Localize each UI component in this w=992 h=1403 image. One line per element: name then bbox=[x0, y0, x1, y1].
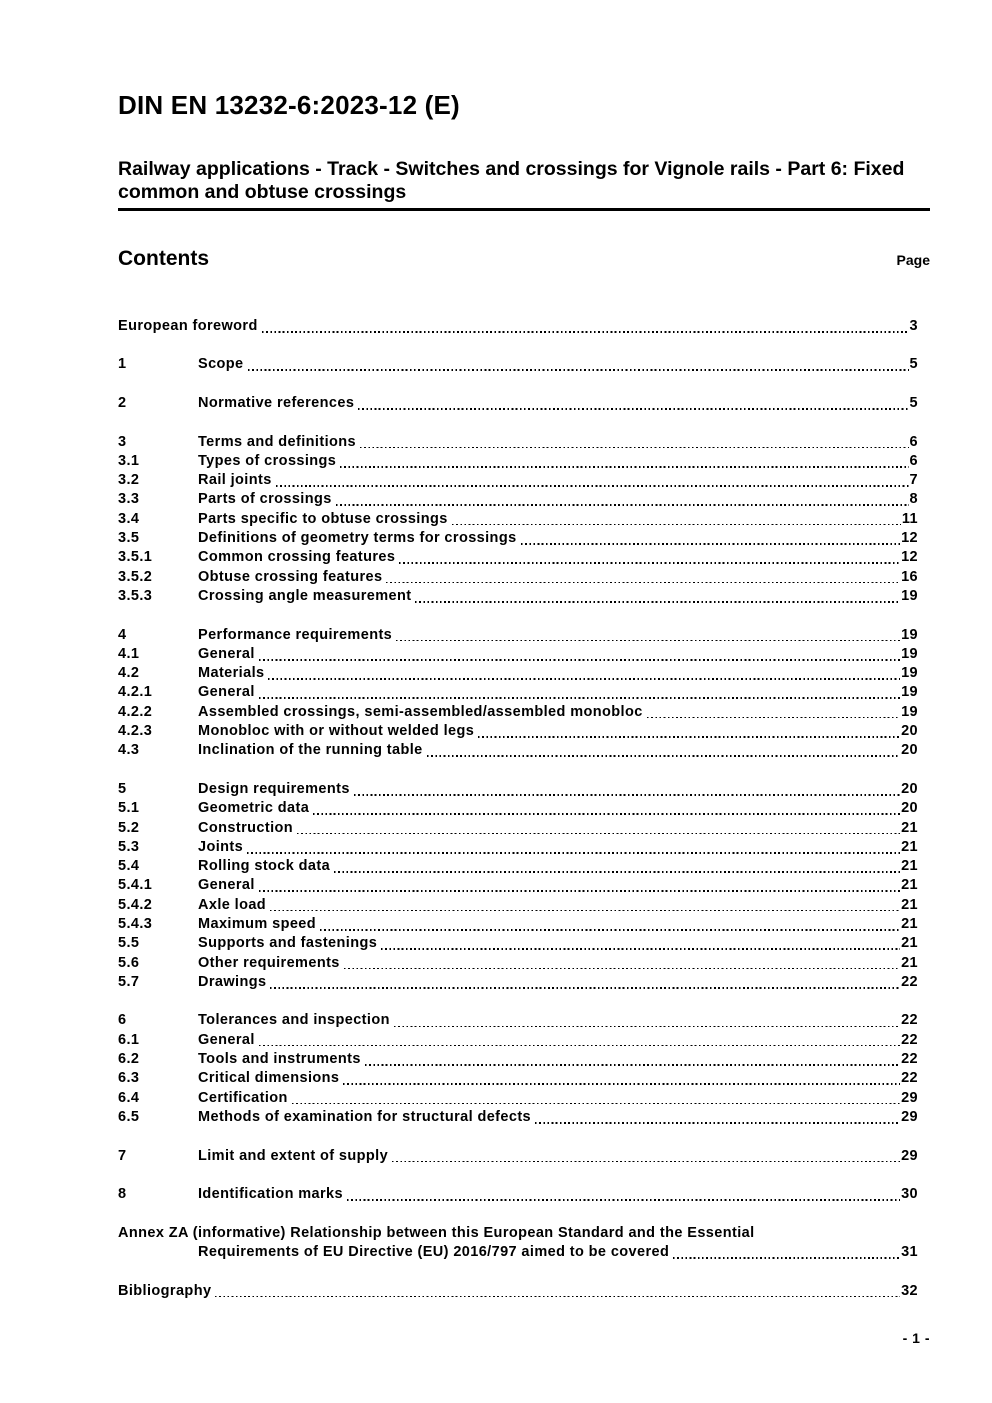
contents-header bbox=[118, 247, 930, 271]
toc-leader-dots bbox=[276, 485, 909, 487]
toc-leader-dots bbox=[347, 1199, 900, 1201]
toc-entry-number: 6.1 bbox=[118, 1031, 140, 1048]
toc-entry-page: 31 bbox=[901, 1244, 918, 1261]
toc-entry-title: Axle load bbox=[198, 896, 267, 913]
toc-leader-dots bbox=[452, 524, 901, 526]
toc-entry bbox=[118, 664, 930, 683]
toc-leader-dots bbox=[365, 1064, 900, 1066]
toc-entry-number: 6.5 bbox=[118, 1108, 140, 1125]
toc-leader-dots bbox=[394, 1026, 900, 1028]
toc-entry bbox=[118, 510, 930, 529]
toc-entry-number: 6.3 bbox=[118, 1070, 140, 1087]
toc-entry bbox=[118, 1147, 930, 1166]
toc-entry bbox=[118, 587, 930, 606]
toc-entry-number: 3.5.3 bbox=[118, 587, 153, 604]
toc-entry-number: 5.5 bbox=[118, 935, 140, 952]
toc-leader-dots bbox=[478, 736, 900, 738]
toc-entry-page: 5 bbox=[909, 356, 918, 373]
toc-entry-title: Bibliography bbox=[118, 1282, 212, 1299]
toc-entry-page: 19 bbox=[901, 703, 918, 720]
toc-entry bbox=[118, 1108, 930, 1127]
toc-leader-dots bbox=[358, 408, 908, 410]
toc-entry bbox=[118, 1031, 930, 1050]
toc-entry-page: 6 bbox=[909, 452, 918, 469]
toc-entry-title: Geometric data bbox=[198, 800, 310, 817]
toc-entry-number: 2 bbox=[118, 394, 127, 411]
toc-entry-page: 3 bbox=[909, 317, 918, 334]
toc-entry bbox=[118, 722, 930, 741]
document-title: Railway applications - Track - Switches and crossings for Vignole rails - Part 6: Fixed common and obtuse crossings bbox=[118, 158, 905, 203]
toc-entry-title: Rolling stock data bbox=[198, 858, 331, 875]
toc-entry-page: 21 bbox=[901, 877, 918, 894]
toc-entry-page: 21 bbox=[901, 858, 918, 875]
toc-entry-title: General bbox=[198, 645, 255, 662]
toc-entry bbox=[118, 683, 930, 702]
toc-entry bbox=[118, 876, 930, 895]
toc-entry-page: 5 bbox=[909, 394, 918, 411]
toc-entry-number: 3.5.2 bbox=[118, 568, 153, 585]
toc-entry-number: 8 bbox=[118, 1186, 127, 1203]
toc-entry bbox=[118, 1050, 930, 1069]
toc-entry bbox=[118, 1011, 930, 1030]
toc-leader-dots bbox=[268, 678, 900, 680]
toc-entry-title: Types of crossings bbox=[198, 452, 337, 469]
toc-leader-dots bbox=[262, 331, 909, 333]
toc-entry-page: 12 bbox=[901, 549, 918, 566]
toc-entry bbox=[118, 471, 930, 490]
toc-entry bbox=[118, 819, 930, 838]
toc-entry-number: 4.3 bbox=[118, 742, 140, 759]
toc-entry bbox=[118, 799, 930, 818]
toc-entry-page: 22 bbox=[901, 1031, 918, 1048]
toc-entry-page: 7 bbox=[909, 472, 918, 489]
toc-leader-dots bbox=[334, 871, 900, 873]
toc-entry bbox=[118, 703, 930, 722]
toc-entry-page: 19 bbox=[901, 626, 918, 643]
toc-entry bbox=[118, 934, 930, 953]
toc-entry-title: Limit and extent of supply bbox=[198, 1147, 389, 1164]
toc-entry-page: 20 bbox=[901, 742, 918, 759]
toc-leader-dots bbox=[427, 755, 900, 757]
toc-entry-number: 4.2 bbox=[118, 665, 140, 682]
toc-entry-title: Critical dimensions bbox=[198, 1070, 340, 1087]
toc-entry-title: Inclination of the running table bbox=[198, 742, 423, 759]
toc-entry bbox=[118, 452, 930, 471]
toc-entry bbox=[118, 548, 930, 567]
toc-entry-number: 6.2 bbox=[118, 1051, 140, 1068]
toc-leader-dots bbox=[396, 640, 900, 642]
toc-group bbox=[118, 1224, 930, 1263]
toc-entry-number: 5.7 bbox=[118, 973, 140, 990]
toc-entry-title: Monobloc with or without welded legs bbox=[198, 723, 475, 740]
toc-entry bbox=[118, 568, 930, 587]
toc-entry-title: Identification marks bbox=[198, 1186, 343, 1203]
toc-entry-title: Normative references bbox=[198, 394, 355, 411]
toc-entry-page: 19 bbox=[901, 645, 918, 662]
toc-leader-dots bbox=[215, 1296, 900, 1298]
toc-entry-number: 7 bbox=[118, 1147, 127, 1164]
toc-group bbox=[118, 1011, 930, 1127]
toc-group bbox=[118, 1282, 930, 1301]
toc-entry bbox=[118, 1282, 930, 1301]
toc-entry-number: 5.4.3 bbox=[118, 916, 153, 932]
toc-entry-title: Definitions of geometry terms for crossings bbox=[198, 530, 517, 547]
toc-entry-continuation bbox=[118, 1243, 930, 1262]
toc-entry-title: Obtuse crossing features bbox=[198, 568, 383, 585]
toc-entry-title: Requirements of EU Directive (EU) 2016/797 aimed to be covered bbox=[198, 1244, 670, 1261]
toc-leader-dots bbox=[259, 697, 900, 699]
toc-entry-page: 19 bbox=[901, 665, 918, 682]
toc-entry-page: 21 bbox=[901, 935, 918, 952]
toc-entry-page: 21 bbox=[901, 838, 918, 855]
header-rule bbox=[118, 208, 930, 211]
toc-group bbox=[118, 433, 930, 607]
toc-entry-title: Annex ZA (informative) Relationship between this European Standard and the Essential bbox=[118, 1224, 755, 1241]
toc-group bbox=[118, 780, 930, 992]
toc-leader-dots bbox=[320, 929, 900, 931]
toc-entry bbox=[118, 394, 930, 413]
toc-entry-page: 16 bbox=[901, 568, 918, 585]
toc-entry-page: 30 bbox=[901, 1186, 918, 1203]
toc-leader-dots bbox=[313, 813, 900, 815]
toc-entry-title: Certification bbox=[198, 1089, 288, 1106]
toc-entry-number: 4 bbox=[118, 626, 127, 643]
toc-entry-title: Assembled crossings, semi-assembled/assembled monobloc bbox=[198, 703, 643, 720]
toc-entry-number: 4.2.3 bbox=[118, 723, 153, 740]
contents-heading: Contents bbox=[118, 246, 209, 270]
toc-entry-title: Materials bbox=[198, 665, 265, 682]
toc-entry-page: 8 bbox=[909, 491, 918, 508]
toc-leader-dots bbox=[259, 890, 900, 892]
toc-entry-number: 5.1 bbox=[118, 800, 140, 817]
toc-entry-number: 3.3 bbox=[118, 491, 140, 508]
toc-leader-dots bbox=[297, 833, 900, 835]
toc-entry bbox=[118, 355, 930, 374]
toc-entry-title: Maximum speed bbox=[198, 916, 317, 932]
toc-entry-title: Tolerances and inspection bbox=[198, 1012, 390, 1029]
toc-entry-number: 5.3 bbox=[118, 838, 140, 855]
toc-entry bbox=[118, 433, 930, 452]
toc-leader-dots bbox=[415, 601, 900, 603]
toc-indent bbox=[118, 1243, 198, 1262]
toc-entry-page: 20 bbox=[901, 723, 918, 740]
toc-entry-page: 21 bbox=[901, 954, 918, 971]
toc-entry-page: 6 bbox=[909, 433, 918, 450]
toc-leader-dots bbox=[647, 717, 900, 719]
toc-entry-page: 19 bbox=[901, 587, 918, 604]
toc-entry-title: Drawings bbox=[198, 973, 267, 990]
toc-leader-dots bbox=[535, 1122, 900, 1124]
toc-entry-number: 4.2.1 bbox=[118, 684, 153, 701]
toc-entry-title: Terms and definitions bbox=[198, 433, 356, 450]
toc-entry-number: 3.5 bbox=[118, 530, 140, 547]
toc-entry bbox=[118, 973, 930, 992]
toc-entry bbox=[118, 954, 930, 973]
toc-entry bbox=[118, 741, 930, 760]
toc-entry-number: 5 bbox=[118, 780, 127, 797]
toc-leader-dots bbox=[392, 1161, 900, 1163]
toc-entry-number: 3.2 bbox=[118, 472, 140, 489]
toc-entry-number: 3.5.1 bbox=[118, 549, 153, 566]
toc-entry-number: 5.2 bbox=[118, 819, 140, 836]
toc-entry bbox=[118, 780, 930, 799]
toc-entry-title: Other requirements bbox=[198, 954, 340, 971]
toc-entry bbox=[118, 857, 930, 876]
toc-leader-dots bbox=[673, 1257, 900, 1259]
toc-group bbox=[118, 355, 930, 374]
toc-entry-number: 5.4 bbox=[118, 858, 140, 875]
toc-leader-dots bbox=[386, 582, 900, 584]
toc-entry-title: Scope bbox=[198, 356, 244, 373]
toc-entry bbox=[118, 645, 930, 664]
toc-leader-dots bbox=[247, 852, 900, 854]
toc-entry bbox=[118, 490, 930, 509]
toc-entry-title: Rail joints bbox=[198, 472, 272, 489]
toc-entry-number: 4.1 bbox=[118, 645, 140, 662]
toc-leader-dots bbox=[354, 794, 900, 796]
toc-entry-title: Supports and fastenings bbox=[198, 935, 378, 952]
toc-leader-dots bbox=[360, 447, 909, 449]
toc-leader-dots bbox=[248, 369, 909, 371]
toc-entry-title: Common crossing features bbox=[198, 549, 396, 566]
toc-entry bbox=[118, 1069, 930, 1088]
toc-entry-title: Crossing angle measurement bbox=[198, 587, 412, 604]
toc-entry-title: General bbox=[198, 684, 255, 701]
toc-leader-dots bbox=[399, 562, 900, 564]
toc-entry-number: 6 bbox=[118, 1012, 127, 1029]
toc-entry bbox=[118, 915, 930, 934]
toc-entry bbox=[118, 838, 930, 857]
toc-entry-page: 19 bbox=[901, 684, 918, 701]
toc-entry bbox=[118, 529, 930, 548]
toc-leader-dots bbox=[259, 659, 900, 661]
toc-entry-title: General bbox=[198, 877, 255, 894]
toc-leader-dots bbox=[343, 1083, 900, 1085]
toc-entry bbox=[118, 896, 930, 915]
toc-entry-page: 29 bbox=[901, 1147, 918, 1164]
toc-entry-page: 22 bbox=[901, 1012, 918, 1029]
toc-entry-page: 20 bbox=[901, 780, 918, 797]
toc-leader-dots bbox=[340, 466, 908, 468]
toc-leader-dots bbox=[270, 910, 900, 912]
toc-leader-dots bbox=[270, 987, 900, 989]
toc-entry-page: 22 bbox=[901, 973, 918, 990]
toc-entry bbox=[118, 1224, 930, 1263]
toc-entry-number: 1 bbox=[118, 356, 127, 373]
toc-entry-title: European foreword bbox=[118, 317, 258, 334]
toc-entry-title: Performance requirements bbox=[198, 626, 393, 643]
toc-entry-number: 5.6 bbox=[118, 954, 140, 971]
toc-entry bbox=[118, 317, 930, 336]
toc-entry-title: Parts specific to obtuse crossings bbox=[198, 510, 448, 527]
toc-entry-page: 29 bbox=[901, 1089, 918, 1106]
toc-entry-title: Construction bbox=[198, 819, 294, 836]
toc-entry-page: 21 bbox=[901, 896, 918, 913]
toc-entry-title: Design requirements bbox=[198, 780, 350, 797]
toc-group bbox=[118, 1185, 930, 1204]
document-number: DIN EN 13232-6:2023-12 (E) bbox=[118, 90, 460, 120]
footer-page-number: - 1 - bbox=[902, 1330, 930, 1346]
toc-group bbox=[118, 317, 930, 336]
toc-entry-number: 3.1 bbox=[118, 452, 140, 469]
toc-leader-dots bbox=[344, 968, 900, 970]
toc-entry-page: 21 bbox=[901, 819, 918, 836]
toc-entry-page: 21 bbox=[901, 916, 918, 932]
toc-entry-number: 5.4.1 bbox=[118, 877, 153, 894]
toc-entry-number: 5.4.2 bbox=[118, 896, 153, 913]
toc-leader-dots bbox=[521, 543, 901, 545]
toc-entry-page: 29 bbox=[901, 1108, 918, 1125]
toc-group bbox=[118, 626, 930, 761]
toc-entry-title: Parts of crossings bbox=[198, 491, 332, 508]
toc-leader-dots bbox=[259, 1045, 900, 1047]
toc-entry-title: Methods of examination for structural defects bbox=[198, 1108, 532, 1125]
toc-entry-number: 6.4 bbox=[118, 1089, 140, 1106]
page-column-label: Page bbox=[896, 251, 930, 268]
toc-entry bbox=[118, 626, 930, 645]
toc-entry-page: 11 bbox=[901, 510, 918, 527]
toc-entry-page: 22 bbox=[901, 1051, 918, 1068]
toc-entry-title: Joints bbox=[198, 838, 244, 855]
toc-entry-page: 12 bbox=[901, 530, 918, 547]
toc-leader-dots bbox=[381, 948, 900, 950]
toc-leader-dots bbox=[336, 504, 909, 506]
toc-entry-title: Tools and instruments bbox=[198, 1051, 361, 1068]
toc-entry-number: 4.2.2 bbox=[118, 703, 153, 720]
toc-entry-page: 22 bbox=[901, 1070, 918, 1087]
toc-entry-number: 3.4 bbox=[118, 510, 140, 527]
toc-entry bbox=[118, 1185, 930, 1204]
toc-entry-page: 32 bbox=[901, 1282, 918, 1299]
toc-group bbox=[118, 394, 930, 413]
toc-leader-dots bbox=[292, 1103, 900, 1105]
toc-entry-number: 3 bbox=[118, 433, 127, 450]
toc-group bbox=[118, 1147, 930, 1166]
toc-entry-title: General bbox=[198, 1031, 255, 1048]
toc-entry bbox=[118, 1089, 930, 1108]
table-of-contents bbox=[118, 317, 930, 1301]
toc-entry-page: 20 bbox=[901, 800, 918, 817]
